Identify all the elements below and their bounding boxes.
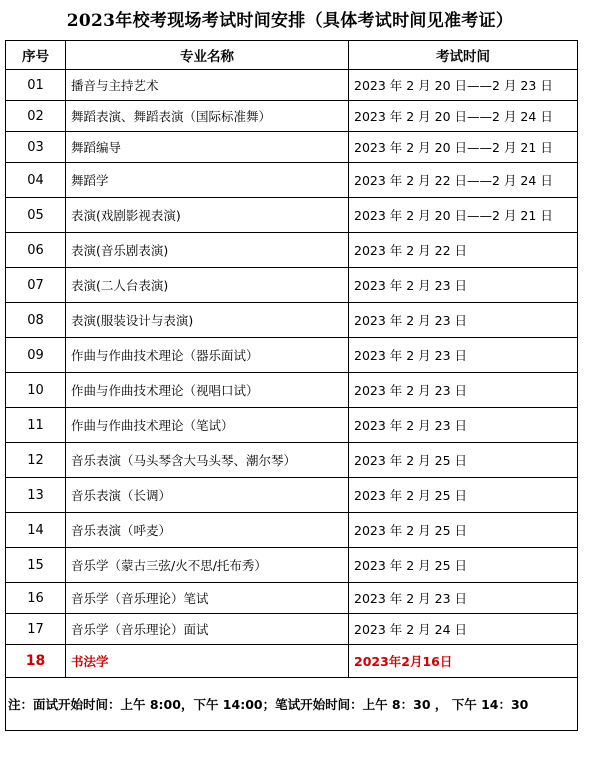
- row-time: 2023 年 2 月 23 日: [349, 338, 578, 373]
- table-row: [6, 408, 578, 443]
- row-major: 音乐表演（马头琴含大马头琴、潮尔琴）: [66, 443, 349, 478]
- row-time: 2023 年 2 月 20 日——2 月 21 日: [349, 198, 578, 233]
- row-time: 2023 年 2 月 20 日——2 月 24 日: [349, 101, 578, 132]
- row-major: 作曲与作曲技术理论（笔试）: [66, 408, 349, 443]
- row-major: 书法学: [66, 645, 349, 678]
- row-no: 07: [6, 268, 66, 303]
- row-no: 14: [6, 513, 66, 548]
- row-time: 2023 年 2 月 20 日——2 月 21 日: [349, 132, 578, 163]
- row-major: 音乐表演（长调）: [66, 478, 349, 513]
- row-major: 音乐表演（呼麦）: [66, 513, 349, 548]
- row-time: 2023 年 2 月 20 日——2 月 23 日: [349, 70, 578, 101]
- row-no: 10: [6, 373, 66, 408]
- row-no: 17: [6, 614, 66, 645]
- row-no: 16: [6, 583, 66, 614]
- row-no: 12: [6, 443, 66, 478]
- row-no: 04: [6, 163, 66, 198]
- table-row: [6, 233, 578, 268]
- table-row: [6, 198, 578, 233]
- row-major: 表演(音乐剧表演): [66, 233, 349, 268]
- row-major: 舞蹈表演、舞蹈表演（国际标准舞）: [66, 101, 349, 132]
- row-no: 03: [6, 132, 66, 163]
- row-time: 2023 年 2 月 23 日: [349, 373, 578, 408]
- header-no: 序号: [6, 41, 66, 70]
- row-no: 13: [6, 478, 66, 513]
- row-time: 2023 年 2 月 22 日——2 月 24 日: [349, 163, 578, 198]
- row-time: 2023 年 2 月 23 日: [349, 408, 578, 443]
- row-time: 2023 年 2 月 22 日: [349, 233, 578, 268]
- table-row: [6, 478, 578, 513]
- row-major: 舞蹈编导: [66, 132, 349, 163]
- table-row: [6, 101, 578, 132]
- row-time: 2023 年 2 月 25 日: [349, 478, 578, 513]
- row-no: 01: [6, 70, 66, 101]
- row-major: 音乐学（音乐理论）笔试: [66, 583, 349, 614]
- table-row: [6, 70, 578, 101]
- header-major: 专业名称: [66, 41, 349, 70]
- row-major: 作曲与作曲技术理论（器乐面试）: [66, 338, 349, 373]
- exam-schedule-table: [5, 40, 578, 731]
- table-row: [6, 513, 578, 548]
- row-time: 2023 年 2 月 23 日: [349, 583, 578, 614]
- row-no: 18: [6, 645, 66, 678]
- row-major: 播音与主持艺术: [66, 70, 349, 101]
- table-row: [6, 268, 578, 303]
- document-title: 2023年校考现场考试时间安排（具体考试时间见准考证）: [66, 11, 514, 31]
- row-time: 2023 年 2 月 23 日: [349, 303, 578, 338]
- row-no: 05: [6, 198, 66, 233]
- row-major: 作曲与作曲技术理论（视唱口试）: [66, 373, 349, 408]
- table-row: [6, 583, 578, 614]
- table-row: [6, 303, 578, 338]
- row-major: 表演(戏剧影视表演): [66, 198, 349, 233]
- schedule-note: 注：面试开始时间：上午 8:00，下午 14:00；笔试开始时间：上午 8：30 ， 下午 14：30: [6, 678, 578, 731]
- table-row: [6, 338, 578, 373]
- table-row: [6, 132, 578, 163]
- table-row: [6, 614, 578, 645]
- row-time: 2023 年 2 月 25 日: [349, 548, 578, 583]
- row-major: 音乐学（蒙古三弦/火不思/托布秀）: [66, 548, 349, 583]
- table-row: [6, 163, 578, 198]
- row-no: 02: [6, 101, 66, 132]
- table-row: [6, 443, 578, 478]
- row-time: 2023年2月16日: [349, 645, 578, 678]
- row-no: 15: [6, 548, 66, 583]
- row-time: 2023 年 2 月 23 日: [349, 268, 578, 303]
- row-major: 舞蹈学: [66, 163, 349, 198]
- table-row: [6, 373, 578, 408]
- row-major: 表演(服装设计与表演): [66, 303, 349, 338]
- table-row: [6, 548, 578, 583]
- row-time: 2023 年 2 月 24 日: [349, 614, 578, 645]
- row-major: 表演(二人台表演): [66, 268, 349, 303]
- row-time: 2023 年 2 月 25 日: [349, 513, 578, 548]
- row-major: 音乐学（音乐理论）面试: [66, 614, 349, 645]
- row-no: 11: [6, 408, 66, 443]
- row-no: 06: [6, 233, 66, 268]
- row-time: 2023 年 2 月 25 日: [349, 443, 578, 478]
- row-no: 08: [6, 303, 66, 338]
- row-no: 09: [6, 338, 66, 373]
- header-time: 考试时间: [349, 41, 578, 70]
- table-row-highlighted: [6, 645, 578, 678]
